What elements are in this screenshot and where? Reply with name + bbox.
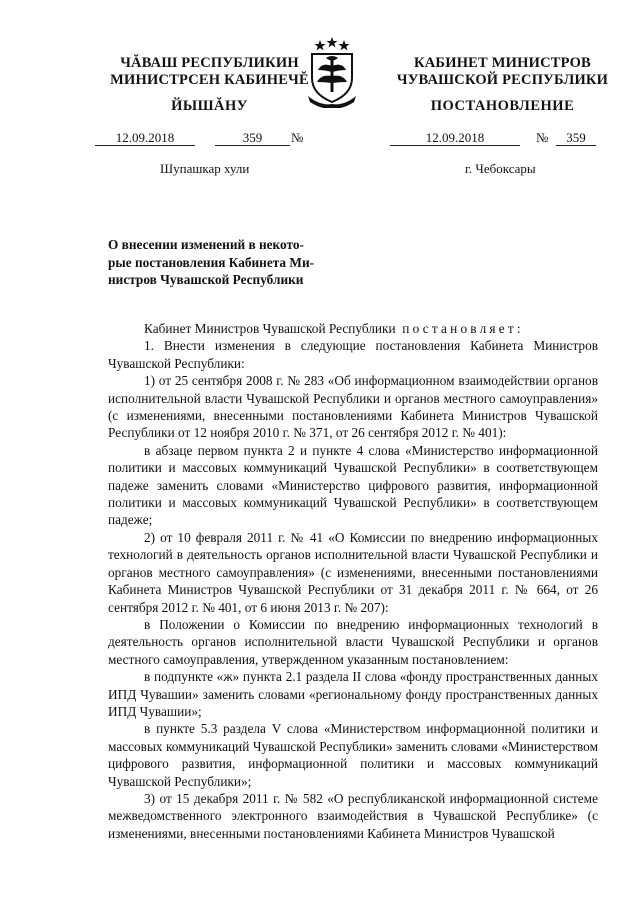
title-line: нистров Чувашской Республики — [108, 272, 304, 287]
paragraph: 2) от 10 февраля 2011 г. № 41 «О Комиссии по внедрению информационных технологий в деятельность органов исполнительной власти Чувашской Республики и органов местного самоуправления» (с изменениями, внесенными постановлениями Кабинета Министров Чувашской Республики от 31 декабря 2011 г. № 664, от 26 сентября 2012 г. № 401, от 6 июня 2013 г. № 207): — [108, 529, 598, 615]
paragraph: 3) от 15 декабря 2011 г. № 582 «О республиканской информационной системе межведомственного электронного взаимодействия в Чувашской Республике» (с изменениями, внесенными постановлениями Кабинета Министров Чувашской — [108, 790, 598, 841]
number-row-left — [95, 131, 325, 147]
paragraph: в пункте 5.3 раздела V слова «Министерством информационной политики и массовых коммуникаций Чувашской Республики» заменить словами «Министерством цифрового развития, информационной политики и массовых коммуникаций Чувашской Республики»; — [108, 721, 598, 789]
doc-type-left: ЙЫШĂНУ — [171, 98, 248, 114]
coat-of-arms-icon — [306, 36, 358, 108]
title-line: рые постановления Кабинета Ми- — [108, 254, 315, 270]
place-left: Шупашкар хули — [160, 161, 250, 176]
paragraph: 1) от 25 сентября 2008 г. № 283 «Об информационном взаимодействии органов исполнительной власти Чувашской Республики и органов местного самоуправления» (с изменениями, внесенными постановлениями Кабинета Министров Чувашской Республики от 12 ноября 2010 г. № 371, от 26 сентября 2012 г. № 401): — [108, 373, 598, 441]
number-left: 359 — [215, 131, 290, 146]
header-right-line1: КАБИНЕТ МИНИСТРОВ — [414, 55, 591, 71]
header-left — [92, 55, 327, 89]
intro-paragraph — [108, 320, 598, 337]
intro-verb: постановляет: — [402, 321, 524, 336]
header-right-line2: ЧУВАШСКОЙ РЕСПУБЛИКИ — [396, 72, 609, 88]
paragraph: 1. Внести изменения в следующие постановления Кабинета Министров Чувашской Республики: — [108, 338, 598, 371]
number-row-right — [390, 131, 620, 147]
title-line: О внесении изменений в некото- — [108, 237, 304, 252]
date-right: 12.09.2018 — [390, 131, 520, 146]
number-sign-right: № — [536, 130, 549, 145]
date-left: 12.09.2018 — [95, 131, 195, 146]
document-title — [108, 236, 338, 289]
number-sign-left: № — [291, 130, 304, 145]
paragraph: в подпункте «ж» пункта 2.1 раздела II слова «фонду пространственных данных ИПД Чувашии» заменить словами «региональному фонду пространственных данных ИПД Чувашии»; — [108, 669, 598, 719]
paragraph: в абзаце первом пункта 2 и пункте 4 слова «Министерство информационной политики и массовых коммуникаций Чувашской Республики» в соответствующем падеже заменить словами «Министерство цифрового развития, информационной политики и массовых коммуникаций Чувашской Республики» в соответствующем падеже; — [108, 442, 598, 528]
header-left-line2: МИНИСТРСЕН КАБИНЕЧĔ — [110, 72, 309, 88]
number-right: 359 — [556, 131, 596, 146]
doc-type-right: ПОСТАНОВЛЕНИЕ — [430, 98, 575, 114]
header-right — [385, 55, 620, 89]
header-left-line1: ЧĂВАШ РЕСПУБЛИКИН — [120, 55, 299, 71]
intro-text: Кабинет Министров Чувашской Республики — [144, 321, 396, 336]
document-body — [108, 320, 598, 842]
paragraph: в Положении о Комиссии по внедрению информационных технологий в деятельность органов исполнительной власти Чувашской Республики и органов местного самоуправления, утвержденном указанным постановлением: — [108, 616, 598, 667]
place-right: г. Чебоксары — [465, 161, 536, 176]
